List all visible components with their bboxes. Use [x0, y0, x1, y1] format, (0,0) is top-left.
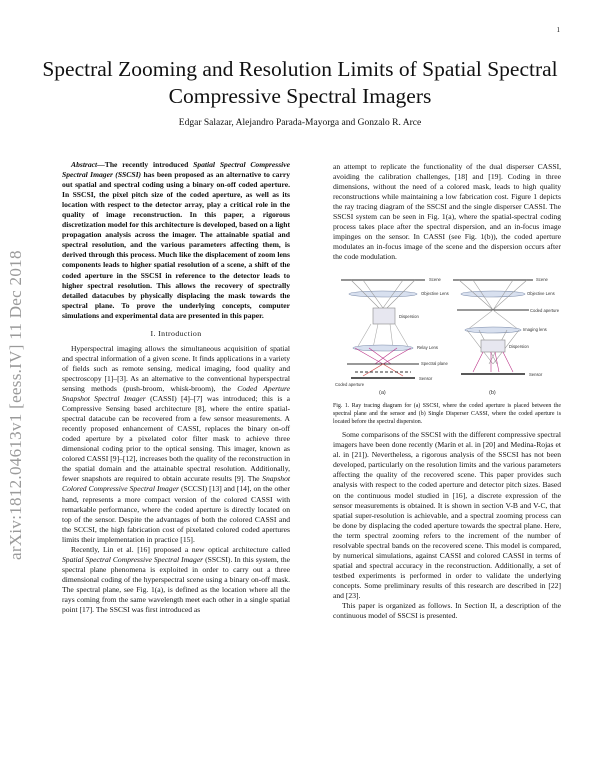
intro-p1-em-2: Snapshot Colored Compressive Spectral Imager — [62, 474, 290, 494]
intro-p2-em: Spatial Spectral Compressive Spectral Imager — [62, 554, 204, 564]
abstract — [62, 160, 290, 321]
label-b-dispersion: Dispersion — [509, 344, 529, 350]
intro-p1-text-a: Hyperspectral imaging allows the simultaneous acquisition of spatial and spectral information of a given scene. It finds applications in a variety of fields such as remote sensing, medical imaging, food quality and spectroscopy [1]–[3]. As an alternative to the conventional hyperspectral sensing methods (push-broom, whisk-broom), the — [62, 343, 290, 393]
sublabel-b: (b) — [489, 390, 496, 397]
abstract-em: Spatial Spectral Compressive Spectral Imager (SSCSI) — [62, 160, 290, 180]
figure-caption: Fig. 1. Ray tracing diagram for (a) SSCSI, where the coded aperture is placed between the spectral plane and the sensor and (b) Single Disperser CASSI, where the coded aperture is located before the spectral dispersion. — [333, 403, 561, 425]
intro-p2-text-a: Recently, Lin et al. [16] proposed a new optical architecture called — [71, 544, 290, 554]
intro-p1-em-1: Coded Aperture Snapshot Spectral Imager — [62, 383, 290, 404]
label-a-scene: Scene — [429, 277, 441, 283]
abstract-label: Abstract — [71, 160, 98, 169]
paper-authors: Edgar Salazar, Alejandro Parada-Mayorga and Gonzalo R. Arce — [178, 118, 422, 128]
label-a-coded-aperture: Coded aperture — [335, 382, 365, 388]
label-b-imaging-lens: Imaging lens — [523, 327, 547, 333]
label-a-dispersion: Dispersion — [399, 314, 419, 320]
sublabel-a: (a) — [379, 390, 386, 397]
intro-p1-text-b: (CASSI) [4]–[7] was introduced; this is a Compressive Sensing based architecture [8], where the entire spatial-spectral datacube can be recovered from a few sensor measurements. A recently proposed enhancement of CASSI, replaces the binary on-off coded aperture by a pixelated color filter mask to achieve three dimensional coding prior to the optical sensing. This imager, known as colored CASSI [9]–[12], increases both the quality of the reconstruction in the spatial domain and the attainable spectral resolution. Additionally, fewer snapshots are required to obtain accurate results [9]. The — [62, 394, 290, 484]
label-a-relay: Relay Lens — [417, 345, 438, 351]
left-column — [62, 160, 290, 615]
intro-p1-text-c: (SCCSI) [13] and [14], on the other hand, represents a more compact version of the colored CASSI with remarkable performance, where the coded aperture is directly located on top of the sensor. Despite the advantages of both the colored CASSI and the SCCSI, the high fabrication cost of pixelated colored coded apertures limits their implementation in practice [15]. — [62, 484, 290, 544]
label-b-scene: Scene — [536, 277, 548, 283]
right-bottom-paragraph-2: This paper is organized as follows. In Section II, a description of the continuous model of SSCSI is presented. — [333, 601, 561, 621]
label-a-objective: Objective Lens — [421, 291, 449, 297]
intro-paragraph-2 — [62, 545, 290, 615]
abstract-pre: —The recently introduced — [97, 160, 194, 169]
page-number: 1 — [556, 26, 560, 34]
label-b-sensor: Sensor — [529, 372, 543, 378]
label-b-coded-aperture: Coded aperture — [530, 308, 560, 314]
right-column — [333, 162, 561, 621]
right-top-paragraph: an attempt to replicate the functionality of the dual disperser CASSI, avoiding the calibration challenges, [18] and [19]. Coding in three dimensions, without the need of a colored mask, leads to high quality reconstructions while maintaining a low fabrication cost. Figure 1 depicts the ray tracing diagram of the SSCSI and the single disperser CASSI. The SSCSI system can be seen in Fig. 1(a), where the spatial-spectral coding process takes place after the spectral dispersion, and an in-focus image impinges on the sensor. In CASSI (see Fig. 1(b)), the coded aperture modulates an in-focus image of the scene and the dispersion occurs after the code modulation. — [333, 162, 561, 262]
abstract-body: has been proposed as an alternative to carry out spatial and spectral coding using a binary on-off coded aperture. In SSCSI, the pixel pitch size of the coded aperture, as well as its location with respect to the detector array, play a critical role in the quality of image reconstruction. In this paper, a rigorous discretization model for this architecture is developed, based on a light propagation analysis across the imager. The attainable spatial and spectral resolution, and the various parameters affecting them, is derived through this process. Much like the displacement of zoom lens components leads to higher spatial resolution of a scene, a shift of the coded aperture in the SSCSI in reference to the detector leads to higher spectral resolution. This allows the recovery of spectrally detailed datacubes by physically displacing the mask towards the spectral plane. To prove the underlying concepts, computer simulations and experimental data are presented in this paper. — [62, 170, 291, 320]
diagram-b — [453, 280, 533, 374]
label-a-sensor: Sensor — [419, 376, 433, 382]
section-heading-introduction: I. Introduction — [150, 328, 202, 338]
diagram-a — [341, 280, 425, 378]
ray-tracing-diagram — [333, 268, 561, 400]
intro-paragraph-1 — [62, 344, 290, 545]
label-b-objective: Objective Lens — [527, 291, 555, 297]
right-bottom-paragraph-1: Some comparisons of the SSCSI with the different compressive spectral imagers have been done recently (Marín et al. in [20] and Medina-Rojas et al. in [21]). Nevertheless, a rigorous analysis of the SSCSI has not been developed, particularly on the resolution limits and the various parameters affecting the quality of the recovered scene. This paper provides such analysis with respect to the coded aperture and detector pitch sizes. Based on the continuous model studied in [16], a discrete expression of the sensor measurements is obtained. It is shown in section V-B and V-C, that spatial super-resolution is achievable, and a spectral zooming process can be done by displacing the coded aperture towards the spectral plane. Here, the term spectral zooming refers to the increment of the number of resolvable spectral bands on the recovered scene. This model is compared, by numerical simulations, against CASSI and colored CASSI in terms of spatial and spectral accuracy in the reconstruction. Additionally, a set of testbed experiments is performed in order to validate the underlying concepts. Some preliminary results of this research are described in [22] and [23]. — [333, 430, 561, 600]
figure-1 — [333, 268, 561, 426]
paper-title: Spectral Zooming and Resolution Limits of Spatial Spectral Compressive Spectral Imagers — [42, 57, 558, 108]
arxiv-stamp: arXiv:1812.04613v1 [eess.IV] 11 Dec 2018 — [6, 250, 25, 560]
intro-p2-text-b: (SSCSI). In this system, the spectral plane phenomena is exploited in order to carry out a three dimensional coding of the hyperspectral scene using a binary on-off mask. The spectral plane, see Fig. 1(a), is defined as the location where all the rays coming from the same wavelength meet each other in a single spatial point [17]. The SSCSI was first introduced as — [62, 554, 291, 615]
label-a-spectral-plane: Spectral plane — [421, 361, 448, 367]
